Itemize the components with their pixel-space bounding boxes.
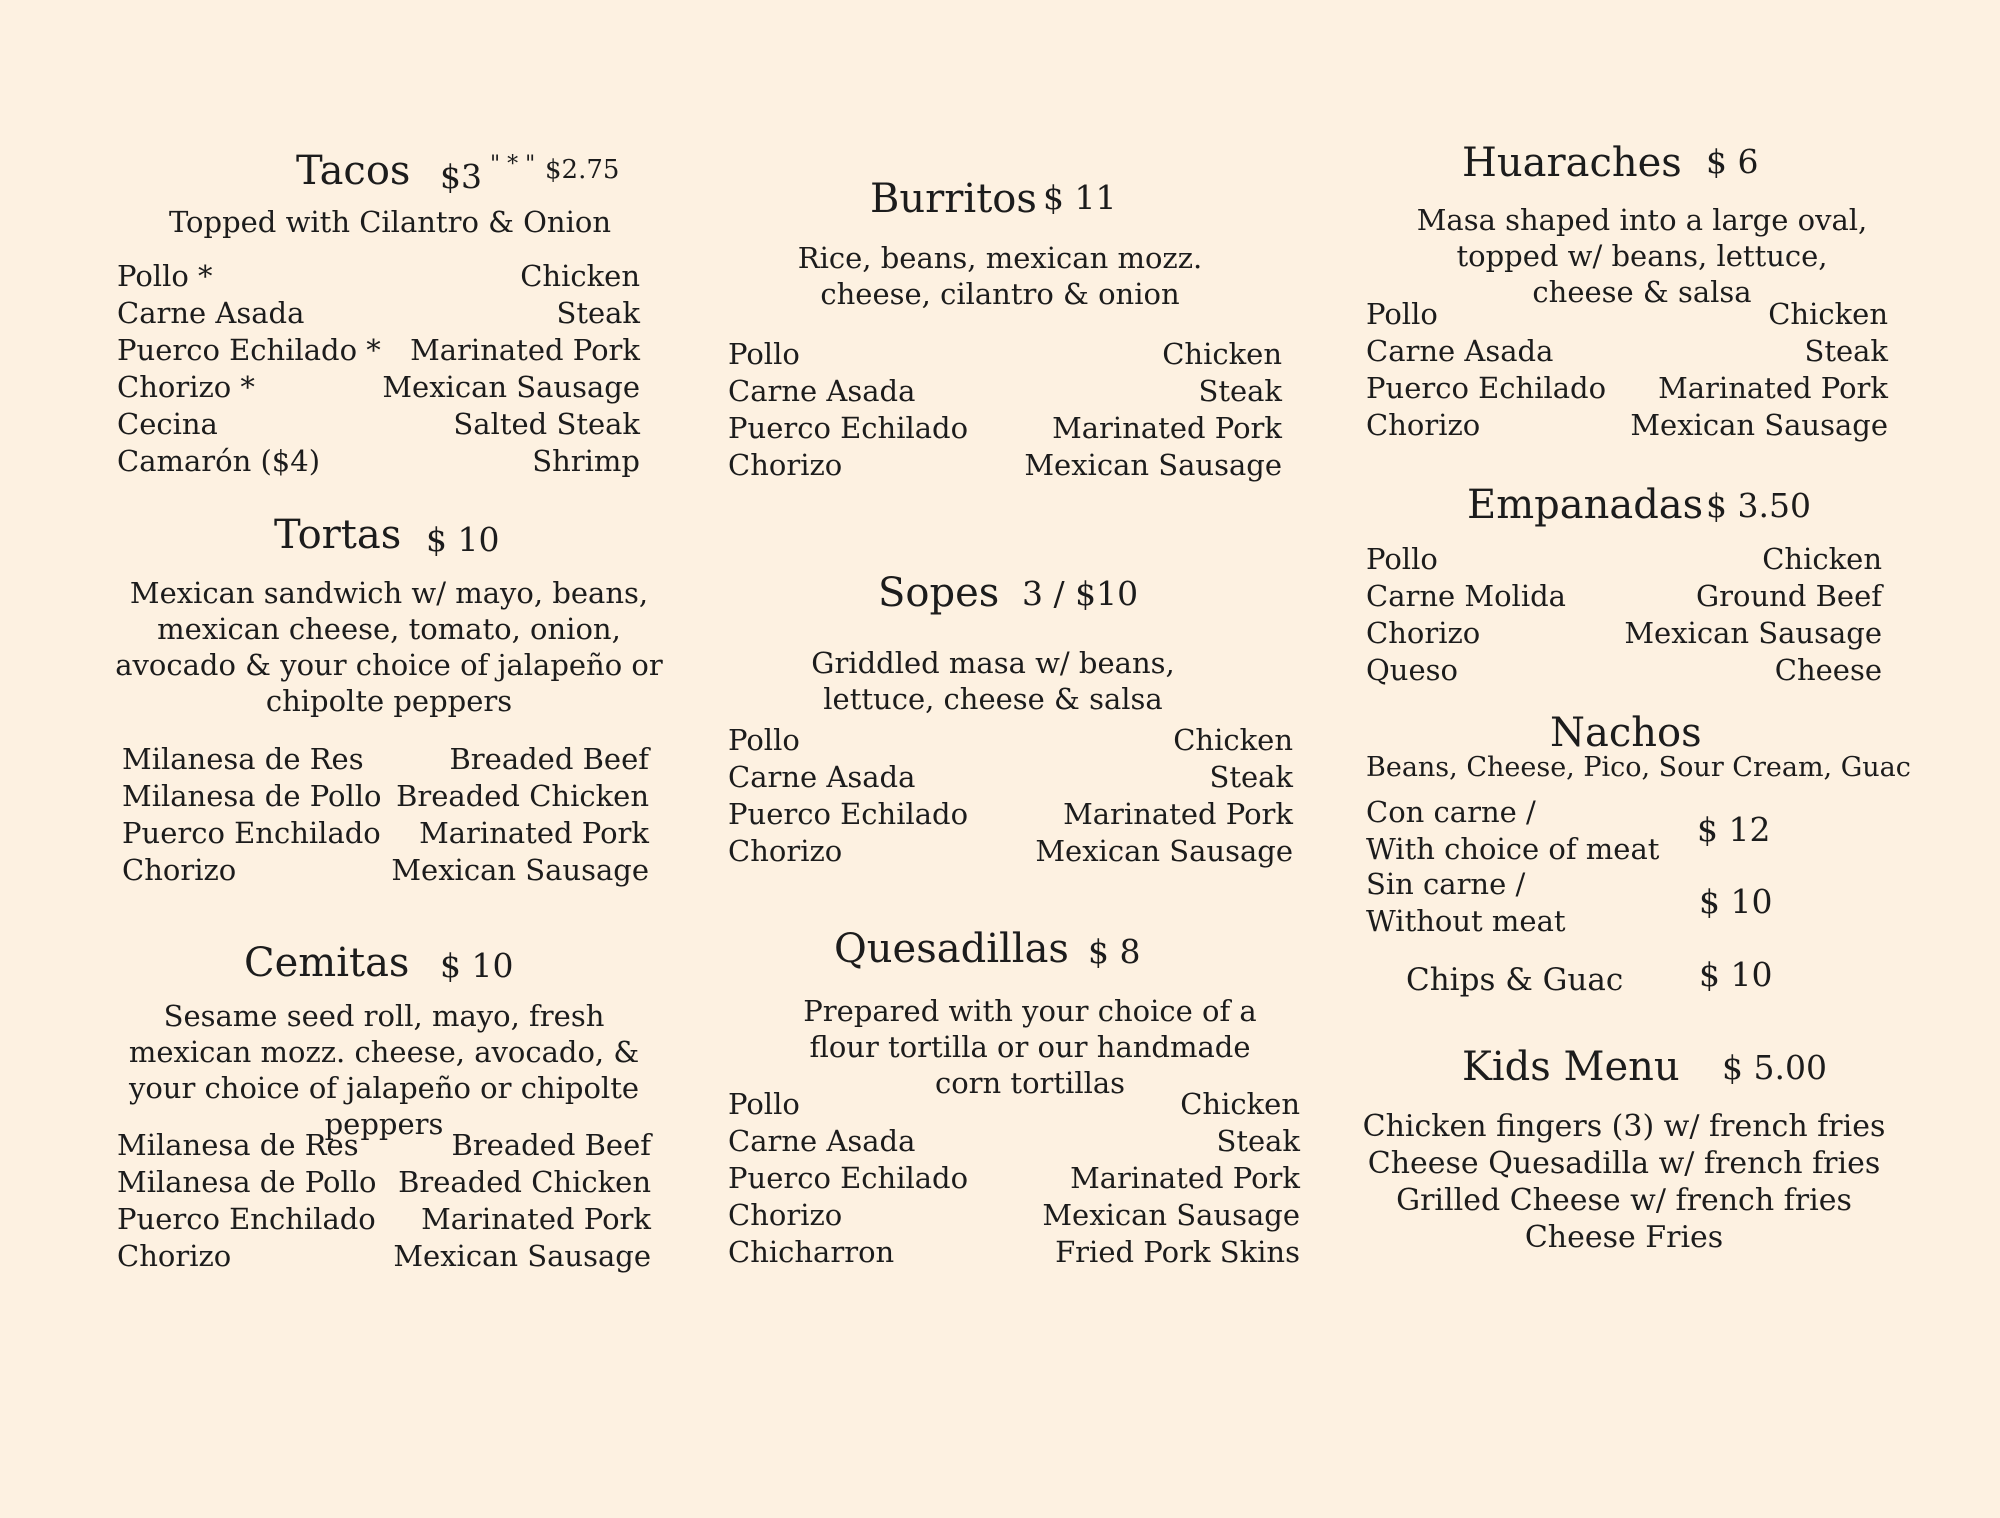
nachos-con-carne-label bbox=[1366, 794, 1659, 868]
nachos-con-carne-price: $ 12 bbox=[1697, 810, 1771, 849]
list-item: Chorizo Mexican Sausage bbox=[728, 448, 1282, 482]
list-item: Puerco Echilado * Marinated Pork bbox=[117, 333, 640, 367]
list-item: Milanesa de Pollo Breaded Chicken bbox=[117, 1165, 651, 1199]
list-item: Pollo * Chicken bbox=[117, 259, 640, 293]
list-item: Milanesa de Pollo Breaded Chicken bbox=[122, 779, 649, 813]
nachos-con-carne-line2: With choice of meat bbox=[1366, 832, 1660, 866]
nachos-con-carne-line1: Con carne / bbox=[1366, 795, 1536, 829]
cemitas-description: Sesame seed roll, mayo, fresh mexican mozz. cheese, avocado, & your choice of jalapeño or chipolte peppers bbox=[128, 999, 640, 1141]
list-item: Pollo Chicken bbox=[728, 1087, 1300, 1121]
kids-menu-title: Kids Menu bbox=[1462, 1044, 1680, 1090]
nachos-title: Nachos bbox=[1550, 710, 1702, 756]
list-item: Puerco Echilado Marinated Pork bbox=[728, 797, 1293, 831]
list-item: Puerco Echilado Marinated Pork bbox=[728, 411, 1282, 445]
list-item: Chorizo Mexican Sausage bbox=[117, 1239, 651, 1273]
tortas-title: Tortas bbox=[274, 512, 402, 558]
list-item: Cheese Fries bbox=[1524, 1220, 1724, 1255]
list-item: Chorizo Mexican Sausage bbox=[122, 853, 649, 887]
nachos-sin-carne-line2: Without meat bbox=[1366, 904, 1566, 938]
list-item: Milanesa de Res Breaded Beef bbox=[122, 742, 649, 776]
list-item: Cheese Quesadilla w/ french fries bbox=[1367, 1146, 1881, 1181]
nachos-description: Beans, Cheese, Pico, Sour Cream, Guac bbox=[1366, 752, 1911, 783]
nachos-sin-carne-line1: Sin carne / bbox=[1366, 867, 1526, 901]
list-item: Carne Molida Ground Beef bbox=[1366, 579, 1882, 613]
list-item: Chorizo Mexican Sausage bbox=[1366, 408, 1888, 442]
list-item: Carne Asada Steak bbox=[728, 1124, 1300, 1158]
huaraches-price: $ 6 bbox=[1706, 142, 1759, 181]
burritos-price: $ 11 bbox=[1043, 178, 1117, 217]
cemitas-title: Cemitas bbox=[244, 940, 410, 986]
kids-menu-price: $ 5.00 bbox=[1722, 1048, 1827, 1087]
list-item: Puerco Enchilado Marinated Pork bbox=[117, 1202, 651, 1236]
list-item: Milanesa de Res Breaded Beef bbox=[117, 1128, 651, 1162]
sopes-description: Griddled masa w/ beans, lettuce, cheese & salsa bbox=[811, 646, 1175, 716]
tacos-description: Topped with Cilantro & Onion bbox=[168, 205, 612, 239]
list-item: Carne Asada Steak bbox=[728, 374, 1282, 408]
list-item: Chicharron Fried Pork Skins bbox=[728, 1235, 1300, 1269]
list-item: Grilled Cheese w/ french fries bbox=[1396, 1183, 1852, 1218]
list-item: Puerco Echilado Marinated Pork bbox=[728, 1161, 1300, 1195]
list-item: Chorizo Mexican Sausage bbox=[728, 834, 1293, 868]
list-item: Camarón ($4) Shrimp bbox=[117, 444, 640, 478]
tacos-title: Tacos bbox=[296, 148, 411, 194]
chips-guac-label: Chips & Guac bbox=[1406, 962, 1624, 998]
list-item: Carne Asada Steak bbox=[117, 296, 640, 330]
sopes-item-list bbox=[728, 722, 1293, 870]
list-item: Chorizo Mexican Sausage bbox=[1366, 616, 1882, 650]
huaraches-description: Masa shaped into a large oval, topped w/ beans, lettuce, cheese & salsa bbox=[1416, 203, 1868, 309]
sopes-title: Sopes bbox=[878, 570, 1000, 616]
burritos-title: Burritos bbox=[870, 176, 1037, 222]
burritos-item-list bbox=[728, 336, 1282, 484]
cemitas-price: $ 10 bbox=[440, 946, 514, 985]
huaraches-item-list bbox=[1366, 296, 1888, 444]
sopes-price: 3 / $10 bbox=[1022, 574, 1139, 613]
tacos-price: $3 bbox=[440, 157, 482, 196]
quesadillas-description: Prepared with your choice of a flour tortilla or our handmade corn tortillas bbox=[803, 994, 1257, 1100]
empanadas-item-list bbox=[1366, 541, 1882, 689]
quesadillas-item-list bbox=[728, 1086, 1300, 1271]
list-item: Pollo Chicken bbox=[728, 723, 1293, 757]
empanadas-price: $ 3.50 bbox=[1706, 486, 1811, 525]
list-item: Puerco Echilado Marinated Pork bbox=[1366, 371, 1888, 405]
list-item: Chorizo Mexican Sausage bbox=[728, 1198, 1300, 1232]
tortas-price: $ 10 bbox=[426, 520, 500, 559]
nachos-sin-carne-price: $ 10 bbox=[1699, 882, 1773, 921]
nachos-sin-carne-label bbox=[1366, 866, 1566, 940]
list-item: Cecina Salted Steak bbox=[117, 407, 640, 441]
tacos-price-alt-mark: " * " bbox=[490, 152, 536, 177]
list-item: Chicken fingers (3) w/ french fries bbox=[1362, 1109, 1886, 1144]
quesadillas-title: Quesadillas bbox=[834, 926, 1069, 972]
tortas-description: Mexican sandwich w/ mayo, beans, mexican cheese, tomato, onion, avocado & your choice of jalapeño or chipolte peppers bbox=[115, 576, 663, 718]
tacos-item-list bbox=[117, 258, 640, 480]
list-item: Puerco Enchilado Marinated Pork bbox=[122, 816, 649, 850]
list-item: Pollo Chicken bbox=[728, 337, 1282, 371]
list-item: Carne Asada Steak bbox=[1366, 334, 1888, 368]
list-item: Pollo Chicken bbox=[1366, 542, 1882, 576]
quesadillas-price: $ 8 bbox=[1088, 932, 1141, 971]
empanadas-title: Empanadas bbox=[1467, 482, 1704, 528]
kids-menu-item-list bbox=[1344, 1108, 1904, 1256]
cemitas-item-list bbox=[117, 1127, 651, 1275]
list-item: Queso Cheese bbox=[1366, 653, 1882, 687]
list-item: Chorizo * Mexican Sausage bbox=[117, 370, 640, 404]
huaraches-title: Huaraches bbox=[1462, 140, 1682, 186]
chips-guac-price: $ 10 bbox=[1699, 955, 1773, 994]
burritos-description: Rice, beans, mexican mozz. cheese, cilantro & onion bbox=[797, 241, 1203, 311]
list-item: Pollo Chicken bbox=[1366, 297, 1888, 331]
list-item: Carne Asada Steak bbox=[728, 760, 1293, 794]
tacos-price-alt: $2.75 bbox=[545, 155, 620, 185]
tortas-item-list bbox=[122, 741, 649, 889]
